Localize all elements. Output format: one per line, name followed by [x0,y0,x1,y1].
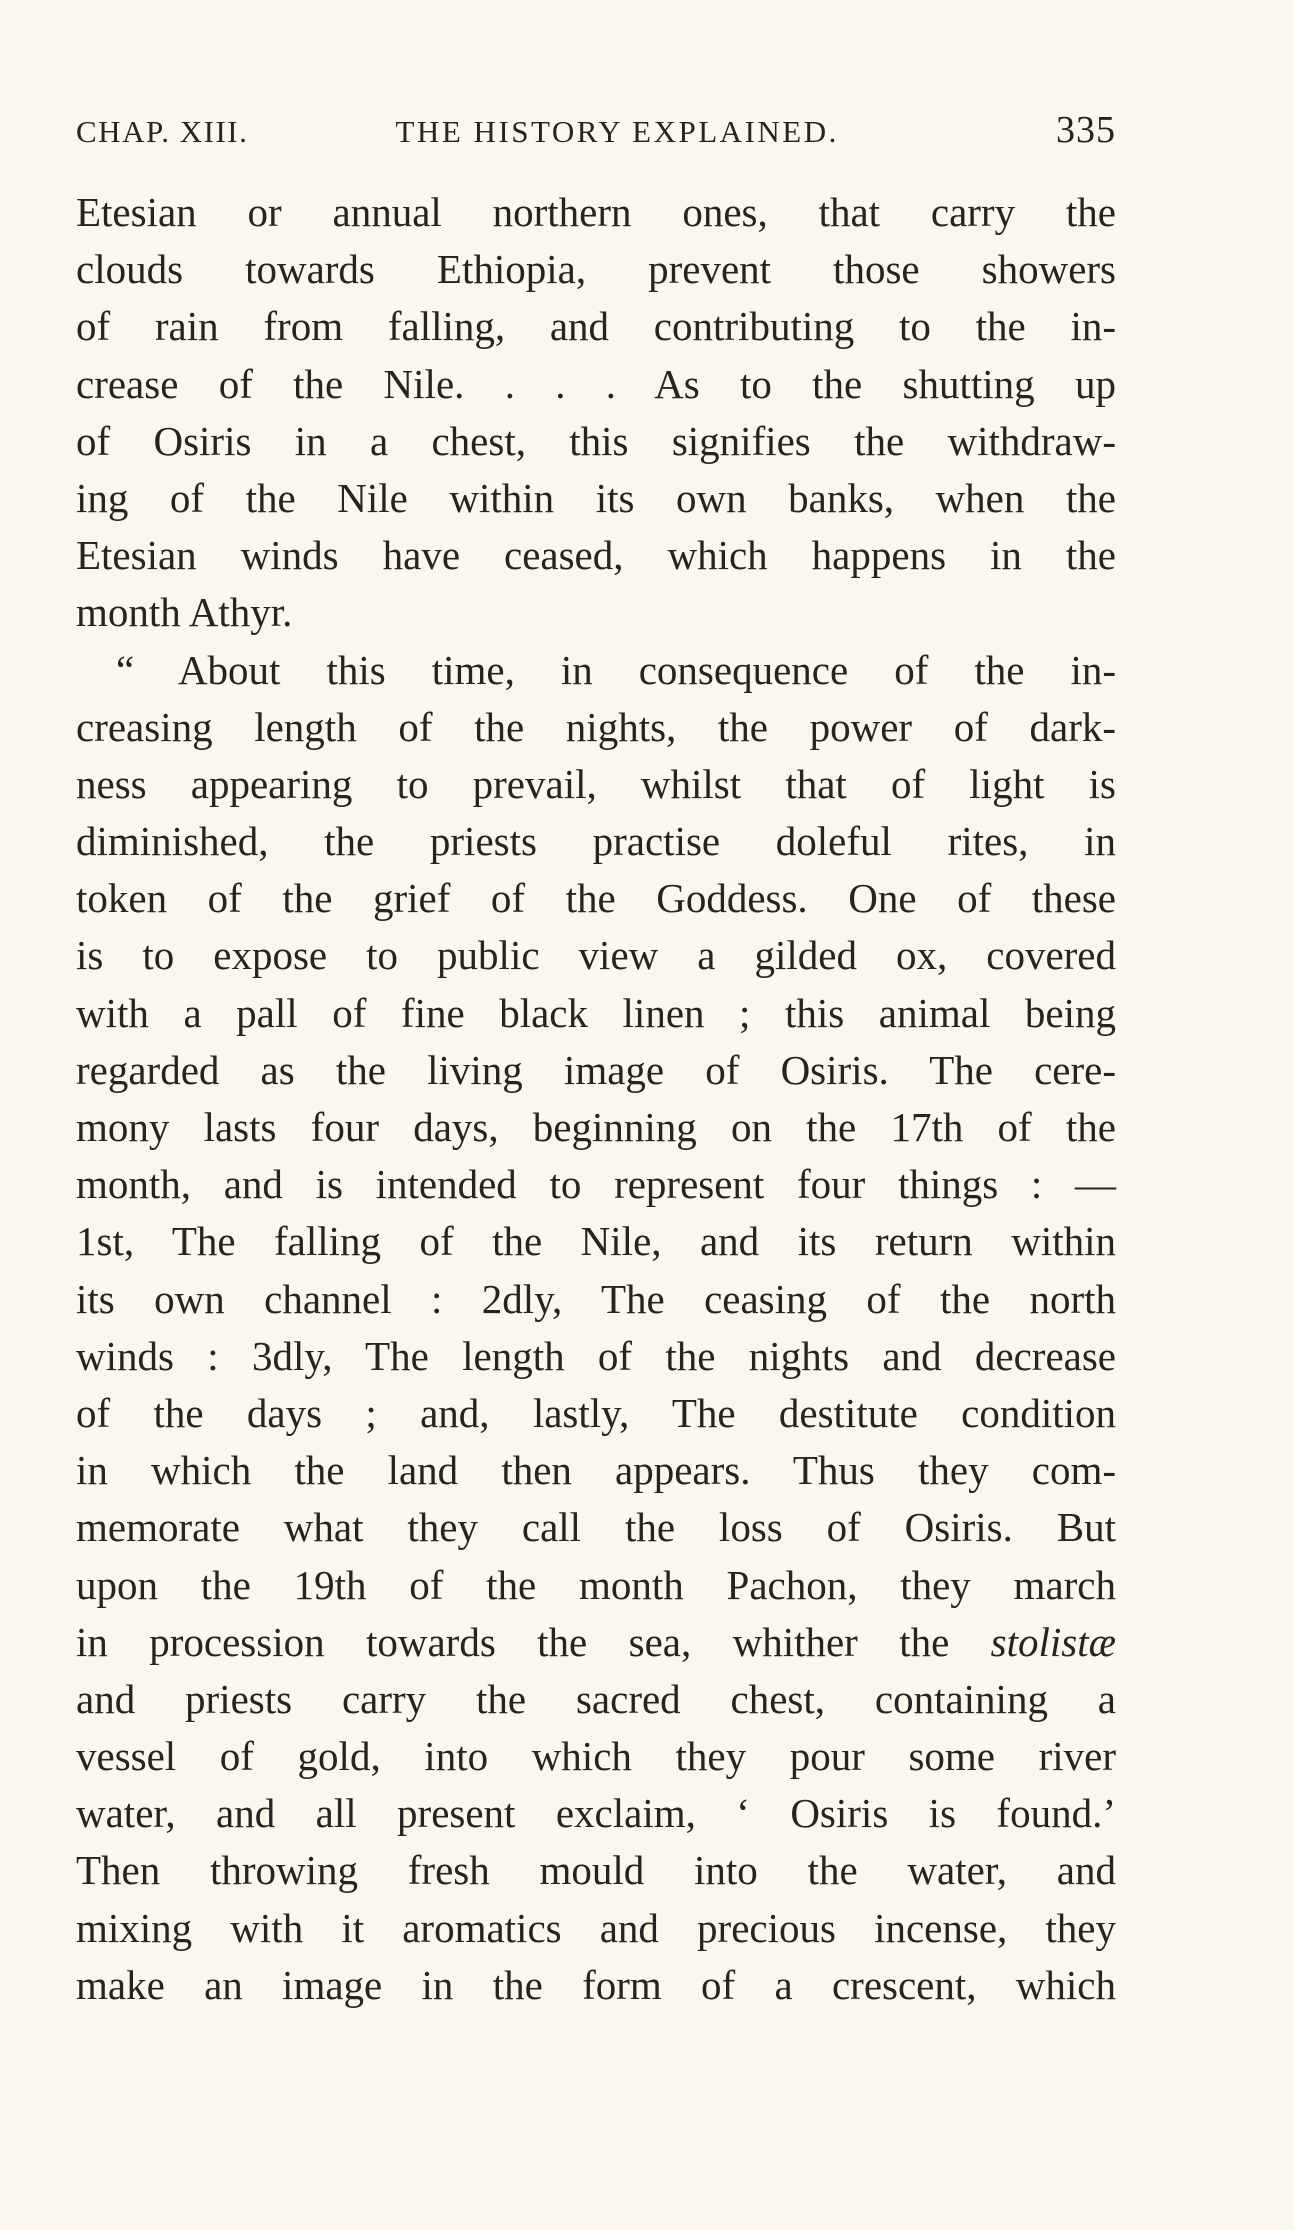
text-line: with a pall of fine black linen ; this animal being [76,989,1116,1036]
text-line: Then throwing fresh mould into the water, and [76,1847,1116,1894]
text-line: its own channel : 2dly, The ceasing of the north [76,1275,1116,1322]
text-line: regarded as the living image of Osiris. The cere- [76,1046,1116,1093]
text-line: mony lasts four days, beginning on the 17th of the [76,1104,1116,1150]
running-head [76,108,1116,172]
body-text [76,184,1116,2014]
text-line: water, and all present exclaim, ‘ Osiris is found.’ [76,1790,1116,1837]
text-line: and priests carry the sacred chest, containing a [76,1675,1116,1722]
text-line: make an image in the form of a crescent, which [76,1961,1116,2008]
text-line: vessel of gold, into which they pour some river [76,1733,1116,1780]
text-line: token of the grief of the Goddess. One of these [76,875,1116,922]
text-line: of the days ; and, lastly, The destitute condition [76,1389,1116,1436]
text-line: ness appearing to prevail, whilst that of light is [76,760,1116,807]
text-line: “ About this time, in consequence of the in- [116,646,1116,693]
text-line: crease of the Nile. . . . As to the shutting up [76,360,1116,407]
book-page [76,108,1116,2014]
page-number: 335 [1056,109,1116,151]
text-line: clouds towards Ethiopia, prevent those showers [76,246,1116,293]
italic-word: stolistæ [990,1618,1116,1665]
text-segment: in procession towards the sea, whither the [76,1618,991,1665]
text-line: diminished, the priests practise doleful rites, in [76,818,1116,865]
text-line: upon the 19th of the month Pachon, they march [76,1561,1116,1608]
text-line: creasing length of the nights, the power of dark- [76,703,1116,750]
chapter-label: CHAP. XIII. [76,114,249,149]
text-line-with-italic [76,1614,1116,1671]
text-line: Etesian or annual northern ones, that carry the [76,189,1116,235]
text-line: 1st, The falling of the Nile, and its return within [76,1218,1116,1265]
text-line: is to expose to public view a gilded ox, covered [76,932,1116,979]
text-line: of rain from falling, and contributing to the in- [76,303,1116,350]
text-line: in which the land then appears. Thus they com- [76,1447,1116,1494]
chapter-title: THE HISTORY EXPLAINED. [395,114,839,149]
text-line: winds : 3dly, The length of the nights and decrease [76,1332,1116,1379]
text-line: memorate what they call the loss of Osiris. But [76,1504,1116,1551]
text-line: ing of the Nile within its own banks, when the [76,474,1116,521]
text-line: Etesian winds have ceased, which happens in the [76,532,1116,579]
text-line: of Osiris in a chest, this signifies the withdraw- [76,417,1116,464]
text-line: month Athyr. [76,589,293,636]
text-line: mixing with it aromatics and precious incense, they [76,1904,1116,1951]
text-line: month, and is intended to represent four things : — [76,1161,1116,1208]
